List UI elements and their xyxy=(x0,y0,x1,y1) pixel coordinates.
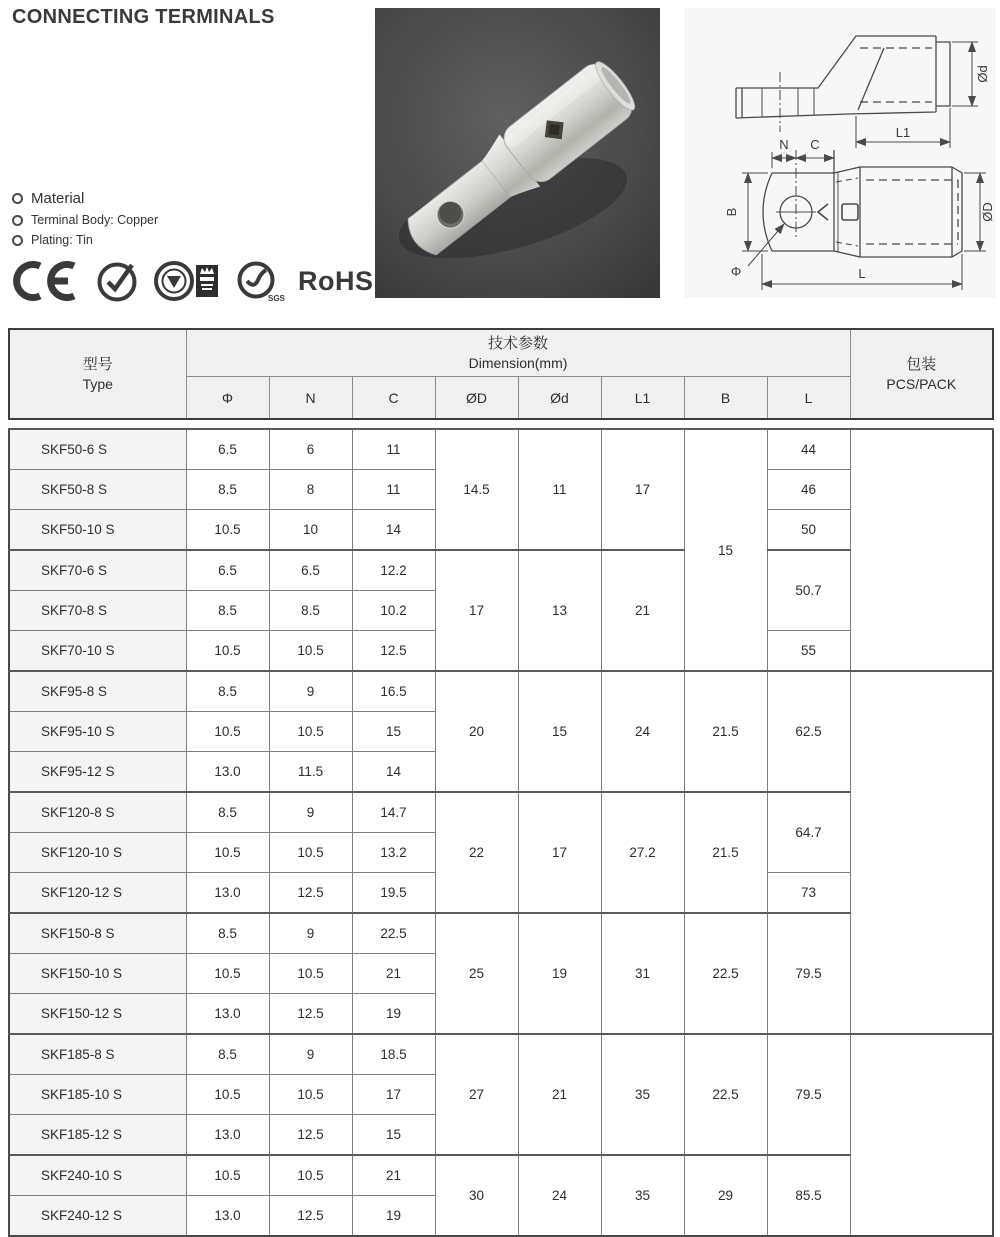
header-col-b: B xyxy=(684,377,767,420)
value-cell: 17 xyxy=(601,429,684,550)
type-cell: SKF185-8 S xyxy=(9,1034,186,1075)
value-cell: 13.0 xyxy=(186,1196,269,1237)
value-cell: 27 xyxy=(435,1034,518,1155)
type-cell: SKF240-12 S xyxy=(9,1196,186,1237)
value-cell: 11 xyxy=(518,429,601,550)
sgs-label: SGS xyxy=(268,294,285,303)
technical-drawing xyxy=(684,8,996,298)
value-cell: 50 xyxy=(767,510,850,551)
value-cell: 22 xyxy=(435,792,518,913)
header-pack xyxy=(850,329,993,419)
header-type-zh: 型号 xyxy=(82,356,113,374)
value-cell: 22.5 xyxy=(684,913,767,1034)
value-cell: 9 xyxy=(269,671,352,712)
product-photo xyxy=(375,8,660,298)
value-cell: 35 xyxy=(601,1155,684,1236)
table-row xyxy=(9,671,993,712)
header-col-od-big: ØD xyxy=(435,377,518,420)
pack-cell xyxy=(850,671,993,1034)
header-col-c: C xyxy=(352,377,435,420)
bullet-icon xyxy=(12,193,23,204)
type-cell: SKF95-10 S xyxy=(9,712,186,752)
value-cell: 18.5 xyxy=(352,1034,435,1075)
value-cell: 14 xyxy=(352,752,435,793)
value-cell: 12.5 xyxy=(269,1115,352,1156)
value-cell: 10.5 xyxy=(269,1155,352,1196)
table-row xyxy=(9,792,993,833)
type-cell: SKF70-8 S xyxy=(9,591,186,631)
value-cell: 27.2 xyxy=(601,792,684,913)
value-cell: 15 xyxy=(518,671,601,792)
material-heading: Material xyxy=(31,190,85,207)
value-cell: 17 xyxy=(518,792,601,913)
dim-label-c: C xyxy=(810,137,820,152)
value-cell: 10.5 xyxy=(186,1155,269,1196)
ce-mark-icon xyxy=(10,259,82,303)
dim-label-n: N xyxy=(779,137,789,152)
value-cell: 21.5 xyxy=(684,671,767,792)
value-cell: 19.5 xyxy=(352,873,435,914)
value-cell: 85.5 xyxy=(767,1155,850,1236)
crown-ukas-badge-icon xyxy=(152,259,222,303)
value-cell: 64.7 xyxy=(767,792,850,873)
value-cell: 10.5 xyxy=(269,1075,352,1115)
dim-label-phi: Φ xyxy=(730,264,742,279)
value-cell: 19 xyxy=(352,1196,435,1237)
type-cell: SKF50-10 S xyxy=(9,510,186,551)
value-cell: 10.5 xyxy=(269,954,352,994)
dim-label-od-big: ØD xyxy=(980,202,995,222)
table-row xyxy=(9,1034,993,1075)
value-cell: 11 xyxy=(352,429,435,470)
value-cell: 22.5 xyxy=(352,913,435,954)
value-cell: 21 xyxy=(518,1034,601,1155)
value-cell: 55 xyxy=(767,631,850,672)
header-body-gap xyxy=(8,420,992,428)
type-cell: SKF185-12 S xyxy=(9,1115,186,1156)
value-cell: 9 xyxy=(269,1034,352,1075)
value-cell: 10.5 xyxy=(186,1075,269,1115)
value-cell: 46 xyxy=(767,470,850,510)
value-cell: 10.5 xyxy=(269,833,352,873)
table-row xyxy=(9,1155,993,1196)
header-col-n: N xyxy=(269,377,352,420)
table-row xyxy=(9,429,993,470)
value-cell: 15 xyxy=(352,712,435,752)
value-cell: 10.5 xyxy=(186,833,269,873)
value-cell: 22.5 xyxy=(684,1034,767,1155)
page-title: CONNECTING TERMINALS xyxy=(12,6,275,28)
spec-table xyxy=(8,428,994,1237)
header-dimension xyxy=(186,329,850,377)
value-cell: 13.0 xyxy=(186,994,269,1035)
pack-cell xyxy=(850,429,993,671)
dim-label-od-small: Ød xyxy=(975,65,990,83)
value-cell: 12.5 xyxy=(269,873,352,914)
value-cell: 13 xyxy=(518,550,601,671)
type-cell: SKF50-6 S xyxy=(9,429,186,470)
type-cell: SKF120-8 S xyxy=(9,792,186,833)
value-cell: 79.5 xyxy=(767,1034,850,1155)
value-cell: 15 xyxy=(684,429,767,671)
spec-table-header xyxy=(8,328,994,420)
bullet-icon xyxy=(12,235,23,246)
value-cell: 29 xyxy=(684,1155,767,1236)
value-cell: 50.7 xyxy=(767,550,850,631)
value-cell: 8.5 xyxy=(269,591,352,631)
quality-check-badge-icon xyxy=(95,259,139,303)
value-cell: 8 xyxy=(269,470,352,510)
type-cell: SKF70-10 S xyxy=(9,631,186,672)
value-cell: 25 xyxy=(435,913,518,1034)
value-cell: 6 xyxy=(269,429,352,470)
value-cell: 24 xyxy=(518,1155,601,1236)
pack-cell xyxy=(850,1034,993,1236)
value-cell: 6.5 xyxy=(186,550,269,591)
dim-label-b: B xyxy=(724,207,739,217)
value-cell: 73 xyxy=(767,873,850,914)
header-pack-zh: 包装 xyxy=(906,356,937,374)
value-cell: 13.0 xyxy=(186,1115,269,1156)
value-cell: 10.5 xyxy=(269,631,352,672)
value-cell: 10.5 xyxy=(269,712,352,752)
header-col-l1: L1 xyxy=(601,377,684,420)
type-cell: SKF240-10 S xyxy=(9,1155,186,1196)
value-cell: 11 xyxy=(352,470,435,510)
value-cell: 19 xyxy=(518,913,601,1034)
value-cell: 15 xyxy=(352,1115,435,1156)
value-cell: 13.0 xyxy=(186,752,269,793)
rohs-label: RoHS xyxy=(298,265,374,296)
value-cell: 12.2 xyxy=(352,550,435,591)
material-item: Plating: Tin xyxy=(31,233,93,247)
value-cell: 31 xyxy=(601,913,684,1034)
header-pack-en: PCS/PACK xyxy=(886,375,957,392)
value-cell: 14.7 xyxy=(352,792,435,833)
type-cell: SKF120-12 S xyxy=(9,873,186,914)
type-cell: SKF150-12 S xyxy=(9,994,186,1035)
value-cell: 24 xyxy=(601,671,684,792)
value-cell: 44 xyxy=(767,429,850,470)
value-cell: 21 xyxy=(352,1155,435,1196)
value-cell: 8.5 xyxy=(186,671,269,712)
value-cell: 11.5 xyxy=(269,752,352,793)
spec-table-section xyxy=(8,328,992,1237)
value-cell: 20 xyxy=(435,671,518,792)
value-cell: 10.2 xyxy=(352,591,435,631)
table-row xyxy=(9,913,993,954)
header-col-phi: Φ xyxy=(186,377,269,420)
value-cell: 79.5 xyxy=(767,913,850,1034)
value-cell: 8.5 xyxy=(186,792,269,833)
value-cell: 30 xyxy=(435,1155,518,1236)
header-type xyxy=(9,329,186,419)
value-cell: 8.5 xyxy=(186,1034,269,1075)
dim-label-l1: L1 xyxy=(895,125,911,140)
header-col-od-small: Ød xyxy=(518,377,601,420)
value-cell: 13.2 xyxy=(352,833,435,873)
value-cell: 12.5 xyxy=(269,994,352,1035)
value-cell: 21.5 xyxy=(684,792,767,913)
value-cell: 62.5 xyxy=(767,671,850,792)
type-cell: SKF150-8 S xyxy=(9,913,186,954)
dim-label-l: L xyxy=(858,266,866,281)
value-cell: 14.5 xyxy=(435,429,518,550)
bullet-icon xyxy=(12,215,23,226)
value-cell: 10.5 xyxy=(186,712,269,752)
header-col-l: L xyxy=(767,377,850,420)
spec-table-tbody xyxy=(9,429,993,1236)
certification-logos xyxy=(10,260,374,302)
value-cell: 6.5 xyxy=(186,429,269,470)
value-cell: 19 xyxy=(352,994,435,1035)
table-row xyxy=(9,550,993,591)
material-section xyxy=(12,190,158,253)
type-cell: SKF70-6 S xyxy=(9,550,186,591)
value-cell: 17 xyxy=(435,550,518,671)
type-cell: SKF95-8 S xyxy=(9,671,186,712)
value-cell: 10.5 xyxy=(186,631,269,672)
material-item: Terminal Body: Copper xyxy=(31,213,159,227)
value-cell: 10.5 xyxy=(186,954,269,994)
value-cell: 35 xyxy=(601,1034,684,1155)
value-cell: 10.5 xyxy=(186,510,269,551)
value-cell: 12.5 xyxy=(352,631,435,672)
type-cell: SKF150-10 S xyxy=(9,954,186,994)
side-view xyxy=(736,36,978,148)
value-cell: 8.5 xyxy=(186,470,269,510)
value-cell: 21 xyxy=(601,550,684,671)
value-cell: 8.5 xyxy=(186,913,269,954)
value-cell: 10 xyxy=(269,510,352,551)
value-cell: 16.5 xyxy=(352,671,435,712)
value-cell: 8.5 xyxy=(186,591,269,631)
sgs-badge-icon xyxy=(235,259,285,303)
type-cell: SKF120-10 S xyxy=(9,833,186,873)
value-cell: 12.5 xyxy=(269,1196,352,1237)
header-dimension-en: Dimension(mm) xyxy=(468,354,568,371)
value-cell: 13.0 xyxy=(186,873,269,914)
type-cell: SKF50-8 S xyxy=(9,470,186,510)
value-cell: 21 xyxy=(352,954,435,994)
header-type-en: Type xyxy=(82,375,113,392)
value-cell: 9 xyxy=(269,913,352,954)
value-cell: 17 xyxy=(352,1075,435,1115)
value-cell: 9 xyxy=(269,792,352,833)
type-cell: SKF95-12 S xyxy=(9,752,186,793)
value-cell: 6.5 xyxy=(269,550,352,591)
value-cell: 14 xyxy=(352,510,435,551)
header-dimension-zh: 技术参数 xyxy=(488,335,549,353)
type-cell: SKF185-10 S xyxy=(9,1075,186,1115)
